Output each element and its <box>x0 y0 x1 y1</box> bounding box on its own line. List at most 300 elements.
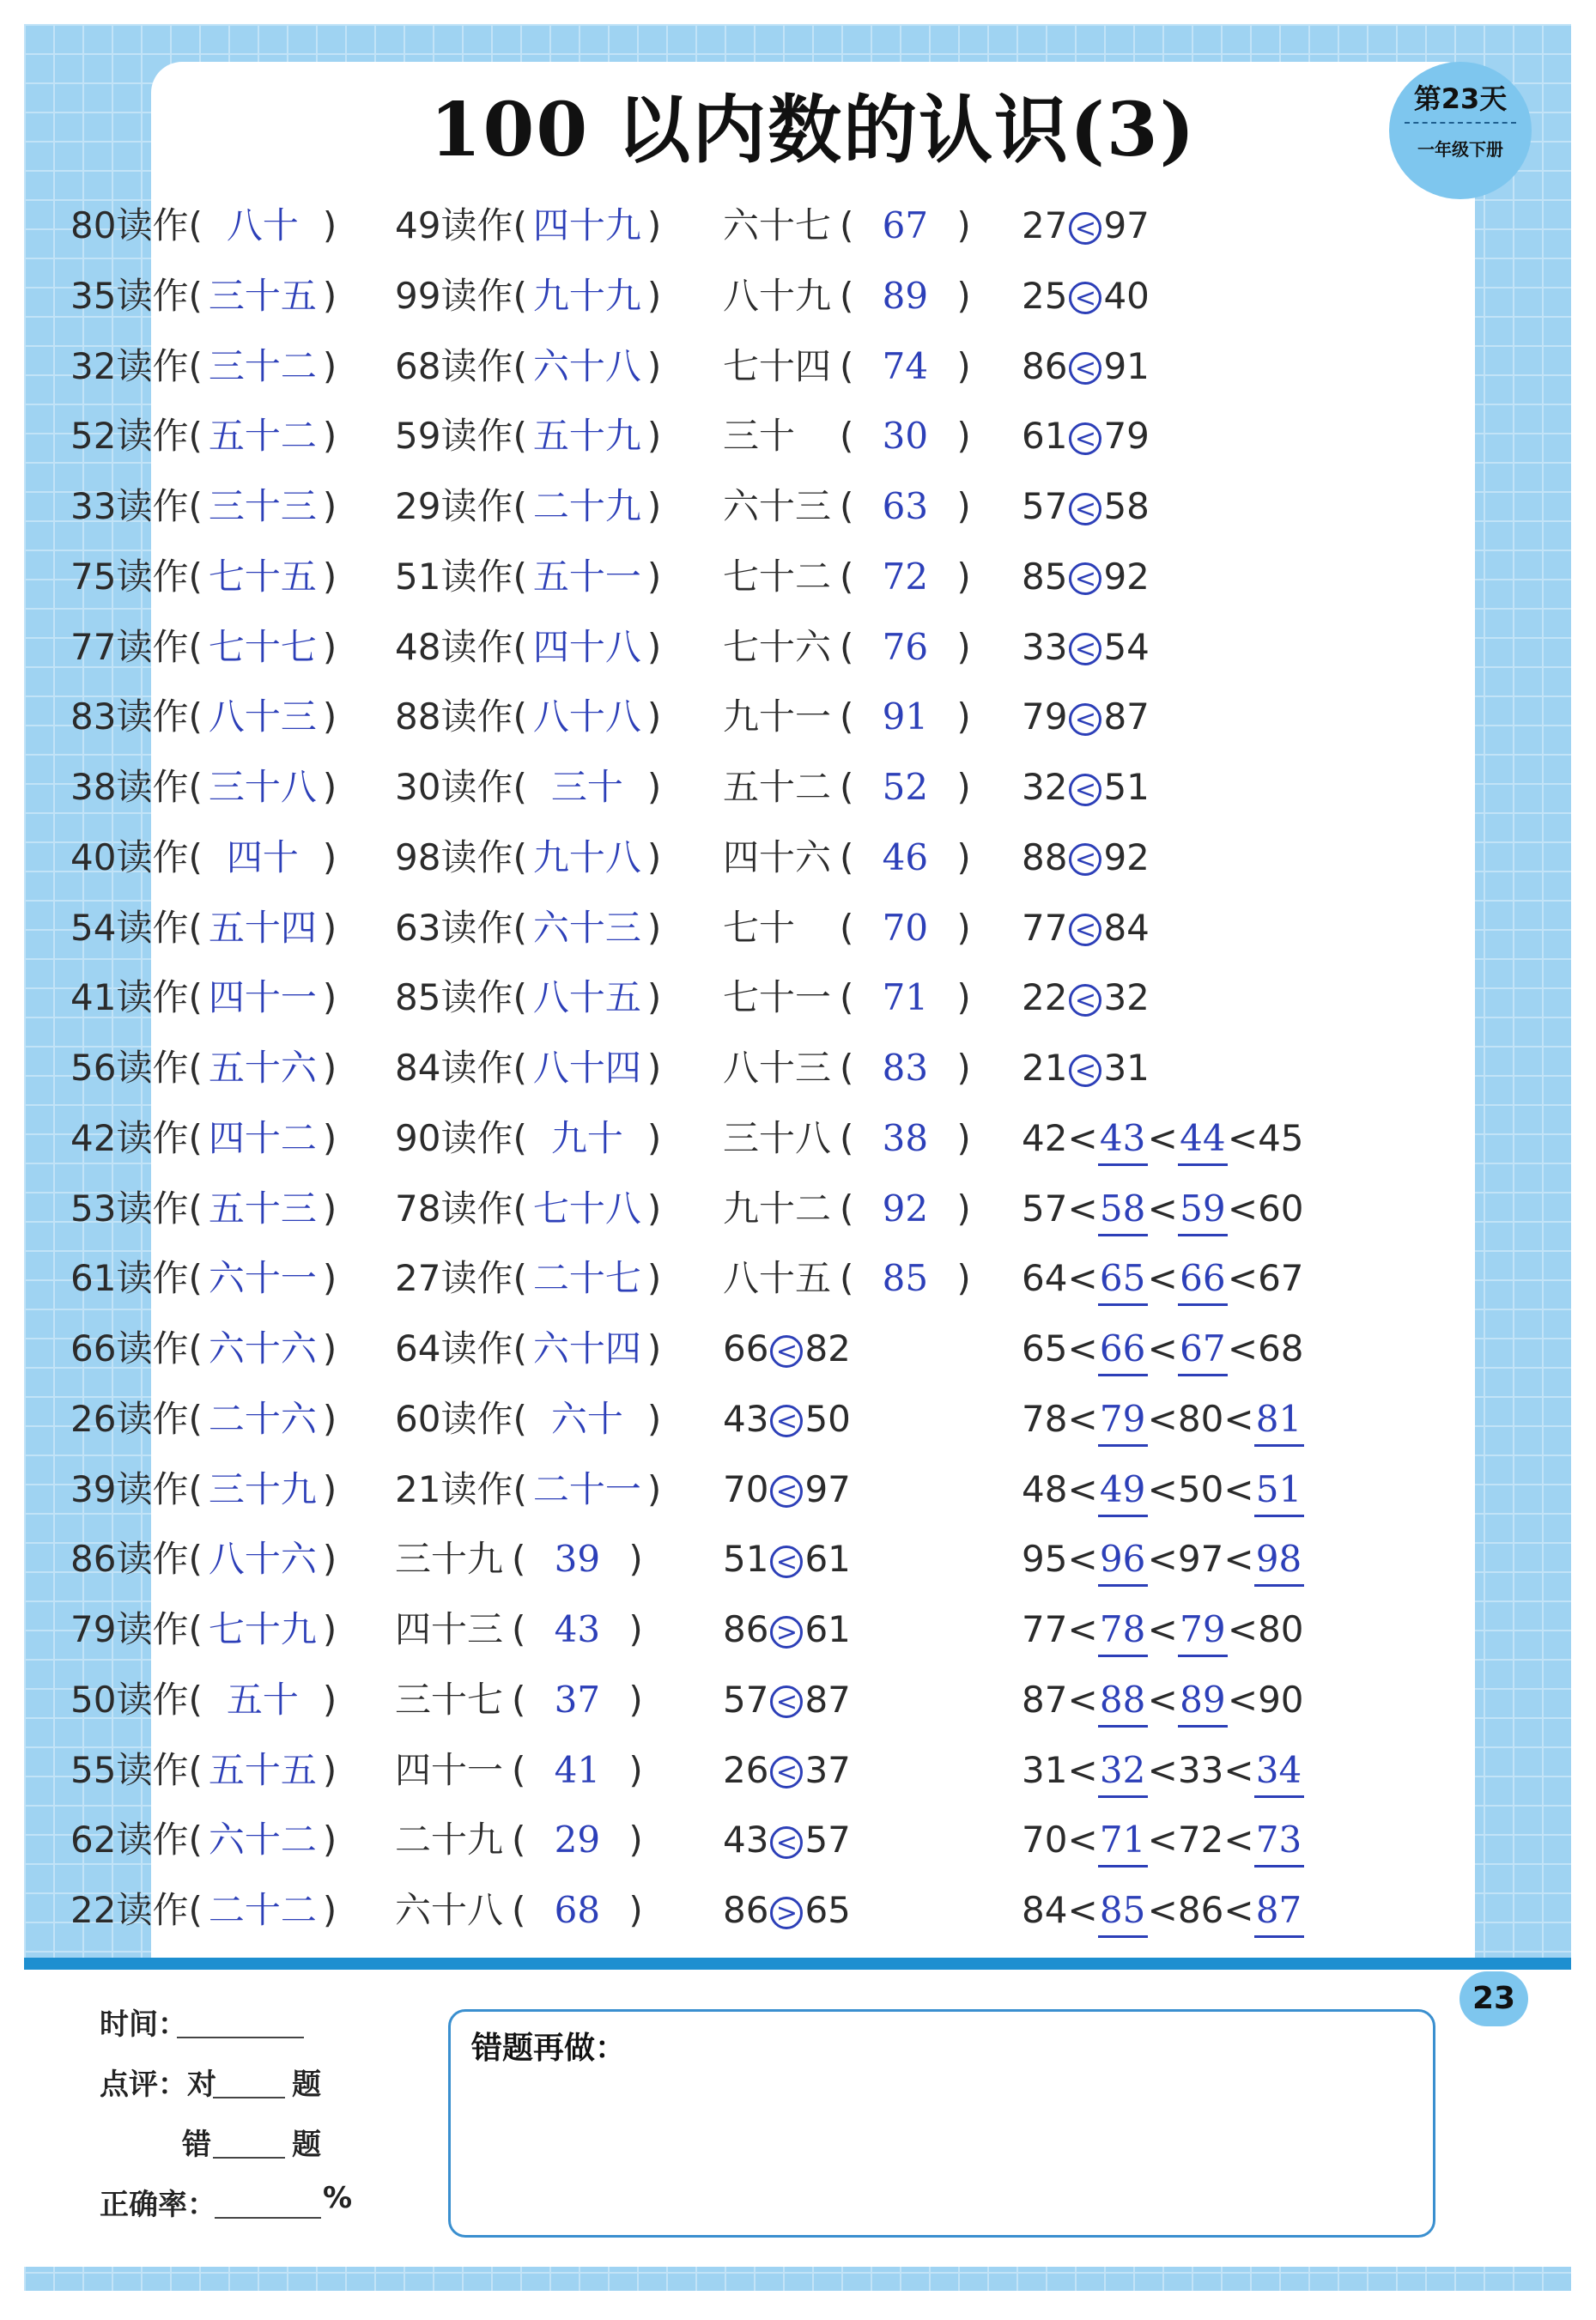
compare-left: 43 <box>723 1397 769 1440</box>
compare-sign-circle[interactable]: < <box>770 1756 803 1789</box>
answer-number[interactable]: 68 <box>554 1889 601 1931</box>
answer-number[interactable]: 74 <box>882 344 929 387</box>
close-paren: ) <box>322 415 337 458</box>
sequence-row <box>1022 1875 1304 1946</box>
read-prompt: 38读作( <box>70 766 203 808</box>
write-row <box>395 1735 661 1806</box>
less-than-sign: < <box>1147 1397 1178 1440</box>
sequence-blank[interactable]: 44 <box>1178 1114 1228 1166</box>
answer-cn[interactable]: 四十一 <box>208 976 317 1019</box>
read-prompt: 88读作( <box>395 695 527 738</box>
percent-sign: % <box>323 2181 353 2215</box>
read-row <box>395 1455 661 1525</box>
answer-cn[interactable]: 五十五 <box>208 1748 317 1791</box>
answer-number[interactable]: 37 <box>554 1678 601 1721</box>
answer-cn[interactable]: 八十八 <box>532 695 641 738</box>
read-prompt: 30读作( <box>395 766 527 808</box>
read-prompt: 29读作( <box>395 485 527 527</box>
sequence-blank[interactable]: 67 <box>1178 1324 1228 1376</box>
compare-sign-circle[interactable]: < <box>770 1335 803 1368</box>
close-paren: ) <box>322 1748 337 1791</box>
open-paren: ( <box>840 415 854 458</box>
compare-right: 97 <box>1103 204 1150 246</box>
read-row <box>395 1174 661 1244</box>
close-paren: ) <box>956 1257 971 1300</box>
day-badge <box>1389 62 1532 199</box>
answer-cn[interactable]: 四十九 <box>532 204 641 246</box>
close-paren: ) <box>956 766 971 808</box>
answer-number[interactable]: 41 <box>554 1748 601 1791</box>
compare-sign-circle[interactable]: < <box>1069 422 1101 455</box>
answer-number[interactable]: 30 <box>882 415 929 458</box>
answer-cn[interactable]: 二十一 <box>532 1467 641 1510</box>
answer-cn[interactable]: 六十八 <box>532 344 641 387</box>
sequence-row <box>1022 1665 1304 1735</box>
answer-cn[interactable]: 九十 <box>550 1116 623 1159</box>
open-paren: ( <box>840 204 854 246</box>
close-paren: ) <box>956 274 971 317</box>
read-prompt: 64读作( <box>395 1327 527 1370</box>
answer-cn[interactable]: 三十二 <box>208 344 317 387</box>
open-paren: ( <box>840 1187 854 1230</box>
close-paren: ) <box>646 976 662 1019</box>
sequence-blank[interactable]: 71 <box>1098 1815 1148 1868</box>
answer-number[interactable]: 39 <box>554 1538 601 1581</box>
read-prompt: 77读作( <box>70 625 203 668</box>
answer-cn[interactable]: 八十四 <box>532 1047 641 1089</box>
compare-sign-circle[interactable]: < <box>770 1405 803 1437</box>
answer-cn[interactable]: 五十六 <box>208 1047 317 1089</box>
answer-number[interactable]: 76 <box>882 625 929 668</box>
compare-sign-circle[interactable]: > <box>770 1897 803 1929</box>
read-row <box>395 401 661 471</box>
answer-cn[interactable]: 五十三 <box>208 1187 317 1230</box>
close-paren: ) <box>956 906 971 949</box>
read-row <box>70 1033 337 1103</box>
answer-cn[interactable]: 六十一 <box>208 1257 317 1300</box>
sequence-number: 90 <box>1258 1678 1304 1721</box>
compare-sign-circle[interactable]: < <box>1069 774 1101 806</box>
answer-cn[interactable]: 五十九 <box>532 415 641 458</box>
compare-sign-circle[interactable]: > <box>770 1616 803 1649</box>
answer-cn[interactable]: 三十九 <box>208 1467 317 1510</box>
read-row <box>395 542 661 612</box>
compare-sign-circle[interactable]: < <box>770 1546 803 1578</box>
less-than-sign: < <box>1147 1257 1178 1300</box>
compare-sign-circle[interactable]: < <box>770 1475 803 1508</box>
close-paren: ) <box>956 625 971 668</box>
compare-right: 79 <box>1103 415 1150 458</box>
compare-row <box>723 1805 971 1875</box>
answer-cn[interactable]: 二十七 <box>532 1257 641 1300</box>
sequence-row <box>1022 1805 1304 1875</box>
read-prompt: 66读作( <box>70 1327 203 1370</box>
compare-right: 31 <box>1103 1047 1150 1089</box>
answer-cn[interactable]: 三十五 <box>208 274 317 317</box>
compare-sign-circle[interactable]: < <box>770 1685 803 1718</box>
sequence-number: 64 <box>1022 1257 1068 1300</box>
answer-number[interactable]: 63 <box>882 485 929 527</box>
sequence-blank[interactable]: 34 <box>1254 1746 1304 1798</box>
page-title: 100 以内数的认识(3) <box>429 87 1197 173</box>
sequence-number: 67 <box>1258 1257 1304 1300</box>
sequence-number: 86 <box>1177 1889 1224 1931</box>
close-paren: ) <box>956 344 971 387</box>
answer-cn[interactable]: 二十六 <box>208 1397 317 1440</box>
correct-count-line[interactable] <box>213 2097 285 2098</box>
answer-number[interactable]: 85 <box>882 1257 929 1300</box>
compare-left: 27 <box>1022 204 1068 246</box>
sequence-blank[interactable]: 79 <box>1178 1605 1228 1657</box>
less-than-sign: < <box>1067 1678 1098 1721</box>
sequence-blank[interactable]: 81 <box>1254 1394 1304 1447</box>
sequence-blank[interactable]: 79 <box>1098 1394 1148 1447</box>
answer-cn[interactable]: 九十八 <box>532 835 641 878</box>
compare-right: 92 <box>1103 555 1150 598</box>
close-paren: ) <box>646 1116 662 1159</box>
read-prompt: 53读作( <box>70 1187 203 1230</box>
read-prompt: 79读作( <box>70 1608 203 1650</box>
close-paren: ) <box>322 835 337 878</box>
answer-cn[interactable]: 二十二 <box>208 1889 317 1931</box>
answer-cn[interactable]: 六十三 <box>532 906 641 949</box>
write-row <box>723 752 971 823</box>
compare-left: 22 <box>1022 976 1068 1019</box>
read-prompt: 75读作( <box>70 555 203 598</box>
close-paren: ) <box>628 1748 643 1791</box>
answer-number[interactable]: 38 <box>882 1116 929 1159</box>
sequence-row <box>1022 1455 1304 1525</box>
read-prompt: 51读作( <box>395 555 527 598</box>
compare-left: 66 <box>723 1327 769 1370</box>
read-prompt: 54读作( <box>70 906 203 949</box>
read-prompt: 56读作( <box>70 1047 203 1089</box>
read-row <box>395 963 661 1033</box>
less-than-sign: < <box>1227 1678 1259 1721</box>
compare-row <box>723 1455 971 1525</box>
open-paren: ( <box>840 906 854 949</box>
compare-sign-circle[interactable]: < <box>1069 1054 1101 1087</box>
less-than-sign: < <box>1067 1889 1098 1931</box>
close-paren: ) <box>646 1327 662 1370</box>
sequence-blank[interactable]: 73 <box>1254 1815 1304 1868</box>
open-paren: ( <box>512 1538 526 1581</box>
read-prompt: 35读作( <box>70 274 203 317</box>
less-than-sign: < <box>1067 1116 1098 1159</box>
compare-right: 51 <box>1103 766 1150 808</box>
redo-box[interactable] <box>448 2009 1435 2238</box>
answer-number[interactable]: 46 <box>882 835 929 878</box>
write-row <box>395 1875 661 1946</box>
answer-cn[interactable]: 三十八 <box>208 766 317 808</box>
sequence-blank[interactable]: 87 <box>1254 1886 1304 1938</box>
sequence-blank[interactable]: 66 <box>1178 1254 1228 1306</box>
answer-cn[interactable]: 八十五 <box>532 976 641 1019</box>
compare-sign-circle[interactable]: < <box>1069 984 1101 1017</box>
read-row <box>395 331 661 402</box>
time-line[interactable] <box>177 2037 304 2038</box>
sequence-blank[interactable]: 59 <box>1178 1184 1228 1236</box>
sequence-blank[interactable]: 98 <box>1254 1534 1304 1587</box>
write-prompt: 五十二 <box>723 766 832 808</box>
write-prompt: 六十八 <box>395 1889 504 1931</box>
answer-cn[interactable]: 二十九 <box>532 485 641 527</box>
close-paren: ) <box>956 1047 971 1089</box>
write-prompt: 七十 <box>723 906 796 949</box>
close-paren: ) <box>646 415 662 458</box>
less-than-sign: < <box>1147 1819 1178 1861</box>
compare-sign-circle[interactable]: < <box>1069 212 1101 245</box>
redo-label: 错题再做： <box>471 2031 627 2066</box>
compare-right: 57 <box>804 1819 851 1861</box>
close-paren: ) <box>646 344 662 387</box>
read-prompt: 85读作( <box>395 976 527 1019</box>
answer-cn[interactable]: 六十四 <box>532 1327 641 1370</box>
close-paren: ) <box>322 1327 337 1370</box>
read-prompt: 78读作( <box>395 1187 527 1230</box>
answer-cn[interactable]: 三十 <box>550 766 623 808</box>
sequence-number: 84 <box>1022 1889 1068 1931</box>
read-row <box>70 1665 337 1735</box>
sequence-blank[interactable]: 58 <box>1098 1184 1148 1236</box>
sequence-blank[interactable]: 85 <box>1098 1886 1148 1938</box>
less-than-sign: < <box>1067 1257 1098 1300</box>
less-than-sign: < <box>1067 1327 1098 1370</box>
answer-cn[interactable]: 四十二 <box>208 1116 317 1159</box>
read-prompt: 41读作( <box>70 976 203 1019</box>
close-paren: ) <box>646 1397 662 1440</box>
less-than-sign: < <box>1147 1748 1178 1791</box>
close-paren: ) <box>322 1116 337 1159</box>
close-paren: ) <box>322 1397 337 1440</box>
write-prompt: 九十二 <box>723 1187 832 1230</box>
read-prompt: 21读作( <box>395 1467 527 1510</box>
open-paren: ( <box>840 766 854 808</box>
answer-cn[interactable]: 五十 <box>226 1678 299 1721</box>
open-paren: ( <box>840 1047 854 1089</box>
answer-cn[interactable]: 七十七 <box>208 625 317 668</box>
answer-number[interactable]: 71 <box>882 976 929 1019</box>
read-prompt: 98读作( <box>395 835 527 878</box>
less-than-sign: < <box>1147 1608 1178 1650</box>
compare-right: 97 <box>804 1467 851 1510</box>
compare-right: 65 <box>804 1889 851 1931</box>
write-row <box>723 823 971 893</box>
read-row <box>70 1314 337 1384</box>
compare-row <box>723 1735 971 1806</box>
write-prompt: 八十五 <box>723 1257 832 1300</box>
sequence-blank[interactable]: 88 <box>1098 1675 1148 1728</box>
close-paren: ) <box>956 835 971 878</box>
less-than-sign: < <box>1227 1257 1259 1300</box>
close-paren: ) <box>628 1608 643 1650</box>
write-prompt: 七十六 <box>723 625 832 668</box>
close-paren: ) <box>646 695 662 738</box>
compare-left: 86 <box>723 1889 769 1931</box>
sequence-row <box>1022 1735 1304 1806</box>
sequence-blank[interactable]: 66 <box>1098 1324 1148 1376</box>
sequence-blank[interactable]: 65 <box>1098 1254 1148 1306</box>
less-than-sign: < <box>1067 1467 1098 1510</box>
write-prompt: 七十四 <box>723 344 832 387</box>
sequence-row <box>1022 1524 1304 1594</box>
page-number: 23 <box>1459 1971 1528 2026</box>
read-row <box>70 542 337 612</box>
close-paren: ) <box>646 274 662 317</box>
sequence-blank[interactable]: 43 <box>1098 1114 1148 1166</box>
sequence-blank[interactable]: 49 <box>1098 1465 1148 1517</box>
ti-label-1: 题 <box>292 2068 321 2102</box>
answer-cn[interactable]: 八十六 <box>208 1538 317 1581</box>
answer-cn[interactable]: 四十 <box>226 835 299 878</box>
sequence-number: 97 <box>1177 1538 1224 1581</box>
close-paren: ) <box>646 555 662 598</box>
compare-right: 92 <box>1103 835 1150 878</box>
answer-cn[interactable]: 七十九 <box>208 1608 317 1650</box>
sequence-row <box>1022 1243 1304 1314</box>
less-than-sign: < <box>1223 1819 1254 1861</box>
sequence-blank[interactable]: 32 <box>1098 1746 1148 1798</box>
write-prompt: 三十八 <box>723 1116 832 1159</box>
wrong-count-line[interactable] <box>213 2157 285 2159</box>
read-row <box>395 1103 661 1174</box>
read-row <box>70 1455 337 1525</box>
close-paren: ) <box>956 976 971 1019</box>
compare-row <box>723 1875 971 1946</box>
read-row <box>395 1314 661 1384</box>
compare-row <box>1022 471 1304 542</box>
answer-cn[interactable]: 四十八 <box>532 625 641 668</box>
compare-sign-circle[interactable]: < <box>770 1826 803 1859</box>
sequence-blank[interactable]: 89 <box>1178 1675 1228 1728</box>
write-row <box>723 1103 971 1174</box>
answer-number[interactable]: 83 <box>882 1047 929 1089</box>
write-row <box>723 401 971 471</box>
compare-left: 21 <box>1022 1047 1068 1089</box>
read-prompt: 90读作( <box>395 1116 527 1159</box>
read-prompt: 39读作( <box>70 1467 203 1510</box>
compare-sign-circle[interactable]: < <box>1069 633 1101 665</box>
answer-number[interactable]: 67 <box>882 204 929 246</box>
answer-number[interactable]: 43 <box>554 1608 601 1650</box>
answer-number[interactable]: 89 <box>882 274 929 317</box>
open-paren: ( <box>840 976 854 1019</box>
write-row <box>395 1524 661 1594</box>
read-row <box>70 191 337 261</box>
read-row <box>70 1243 337 1314</box>
compare-sign-circle[interactable]: < <box>1069 703 1101 736</box>
compare-left: 43 <box>723 1819 769 1861</box>
write-row <box>395 1594 661 1665</box>
sequence-row <box>1022 1594 1304 1665</box>
read-prompt: 83读作( <box>70 695 203 738</box>
read-prompt: 60读作( <box>395 1397 527 1440</box>
write-prompt: 四十六 <box>723 835 832 878</box>
answer-number[interactable]: 91 <box>882 695 929 738</box>
close-paren: ) <box>646 766 662 808</box>
sequence-number: 45 <box>1258 1116 1304 1159</box>
read-row <box>70 1594 337 1665</box>
open-paren: ( <box>512 1748 526 1791</box>
close-paren: ) <box>646 1187 662 1230</box>
compare-sign-circle[interactable]: < <box>1069 493 1101 525</box>
close-paren: ) <box>322 274 337 317</box>
write-prompt: 九十一 <box>723 695 832 738</box>
sequence-blank[interactable]: 51 <box>1254 1465 1304 1517</box>
close-paren: ) <box>322 1187 337 1230</box>
less-than-sign: < <box>1227 1116 1259 1159</box>
compare-left: 88 <box>1022 835 1068 878</box>
sequence-blank[interactable]: 96 <box>1098 1534 1148 1587</box>
less-than-sign: < <box>1223 1467 1254 1510</box>
sequence-number: 48 <box>1022 1467 1068 1510</box>
answer-cn[interactable]: 六十六 <box>208 1327 317 1370</box>
answer-cn[interactable]: 六十 <box>550 1397 623 1440</box>
answer-cn[interactable]: 六十二 <box>208 1819 317 1861</box>
open-paren: ( <box>840 344 854 387</box>
sequence-number: 33 <box>1177 1748 1224 1791</box>
answer-cn[interactable]: 三十三 <box>208 485 317 527</box>
read-row <box>70 752 337 823</box>
answer-cn[interactable]: 五十一 <box>532 555 641 598</box>
read-prompt: 32读作( <box>70 344 203 387</box>
compare-row <box>1022 261 1304 331</box>
column-compare-numbers <box>1022 191 1304 1946</box>
compare-sign-circle[interactable]: < <box>1069 282 1101 314</box>
compare-left: 26 <box>723 1748 769 1791</box>
compare-sign-circle[interactable]: < <box>1069 914 1101 946</box>
compare-sign-circle[interactable]: < <box>1069 843 1101 876</box>
answer-number[interactable]: 52 <box>882 766 929 808</box>
answer-cn[interactable]: 九十九 <box>532 274 641 317</box>
answer-number[interactable]: 72 <box>882 555 929 598</box>
answer-cn[interactable]: 七十五 <box>208 555 317 598</box>
answer-cn[interactable]: 五十二 <box>208 415 317 458</box>
compare-left: 86 <box>1022 344 1068 387</box>
read-row <box>70 1524 337 1594</box>
compare-row <box>1022 401 1304 471</box>
compare-row <box>1022 191 1304 261</box>
sequence-number: 60 <box>1258 1187 1304 1230</box>
answer-cn[interactable]: 五十四 <box>208 906 317 949</box>
compare-sign-circle[interactable]: < <box>1069 352 1101 385</box>
answer-number[interactable]: 70 <box>882 906 929 949</box>
write-prompt: 六十七 <box>723 204 832 246</box>
answer-number[interactable]: 92 <box>882 1187 929 1230</box>
answer-number[interactable]: 29 <box>554 1819 601 1861</box>
read-row <box>70 612 337 683</box>
close-paren: ) <box>646 204 662 246</box>
compare-right: 61 <box>804 1538 851 1581</box>
less-than-sign: < <box>1227 1327 1259 1370</box>
answer-cn[interactable]: 七十八 <box>532 1187 641 1230</box>
read-row <box>395 682 661 752</box>
open-paren: ( <box>840 1257 854 1300</box>
compare-sign-circle[interactable]: < <box>1069 562 1101 595</box>
read-row <box>70 1735 337 1806</box>
read-row <box>395 893 661 963</box>
answer-cn[interactable]: 八十 <box>226 204 299 246</box>
read-prompt: 84读作( <box>395 1047 527 1089</box>
read-prompt: 22读作( <box>70 1889 203 1931</box>
answer-cn[interactable]: 八十三 <box>208 695 317 738</box>
accuracy-line[interactable] <box>215 2217 321 2219</box>
sequence-blank[interactable]: 78 <box>1098 1605 1148 1657</box>
write-prompt: 二十九 <box>395 1819 504 1861</box>
write-prompt: 七十二 <box>723 555 832 598</box>
compare-right: 54 <box>1103 625 1150 668</box>
close-paren: ) <box>956 695 971 738</box>
